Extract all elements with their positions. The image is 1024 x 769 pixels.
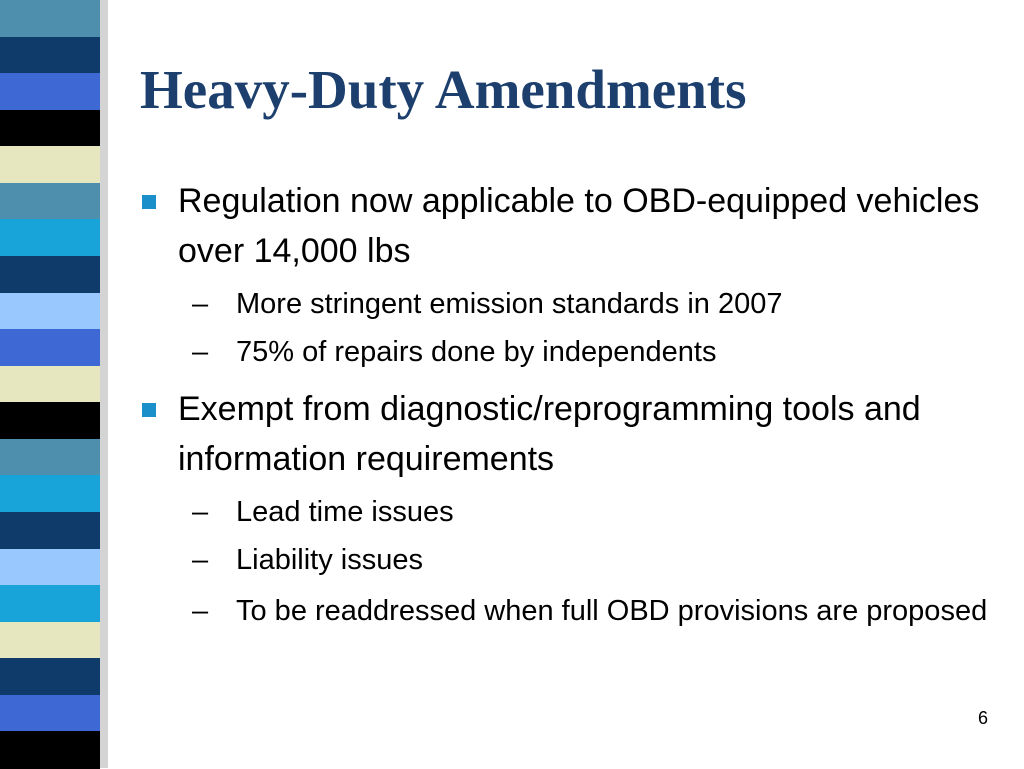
strip-block [0,658,100,696]
strip-block [0,402,100,440]
dash-marker: – [192,544,209,576]
sub-item-liability [192,536,1000,584]
strip-block [0,146,100,184]
strip-block [0,366,100,404]
slide-body [140,176,1000,640]
strip-block [0,512,100,550]
decorative-color-strip [0,0,120,768]
slide-title: Heavy-Duty Amendments [140,59,747,120]
sub-item-text: More stringent emission standards in 2007 [236,288,783,320]
strip-block [0,585,100,623]
square-bullet-icon [142,195,156,209]
strip-block [0,110,100,148]
sub-item-text: To be readdressed when full OBD provisions are proposed [236,595,988,627]
strip-block [0,731,100,769]
bullet-item-regulation [140,176,1000,376]
dash-marker: – [192,496,209,528]
sub-list [178,280,1000,376]
bullet-text: Regulation now applicable to OBD-equipped vehicles over 14,000 lbs [178,182,980,270]
strip-block [0,475,100,513]
strip-block [0,183,100,221]
strip-block [0,293,100,331]
strip-block [0,73,100,111]
dash-marker: – [192,595,209,627]
strip-blocks [0,0,100,768]
strip-block [0,219,100,257]
dash-marker: – [192,288,209,320]
sub-item-readdressed [192,590,1000,632]
sub-item-emission-standards [192,280,1000,328]
sub-item-text: Lead time issues [236,496,454,528]
strip-block [0,439,100,477]
sub-item-text: 75% of repairs done by independents [236,336,717,368]
strip-block [0,329,100,367]
strip-block [0,0,100,38]
bullet-text: Exempt from diagnostic/reprogramming tools and information requirements [178,390,921,478]
dash-marker: – [192,336,209,368]
bullet-item-exempt [140,384,1000,632]
sub-list [178,488,1000,632]
page-number: 6 [977,708,988,728]
strip-block [0,37,100,75]
square-bullet-icon [142,403,156,417]
strip-block [0,695,100,733]
strip-block [0,622,100,660]
strip-block [0,256,100,294]
sub-item-repairs [192,328,1000,376]
strip-block [0,549,100,587]
sub-item-lead-time [192,488,1000,536]
sub-item-text: Liability issues [236,544,423,576]
